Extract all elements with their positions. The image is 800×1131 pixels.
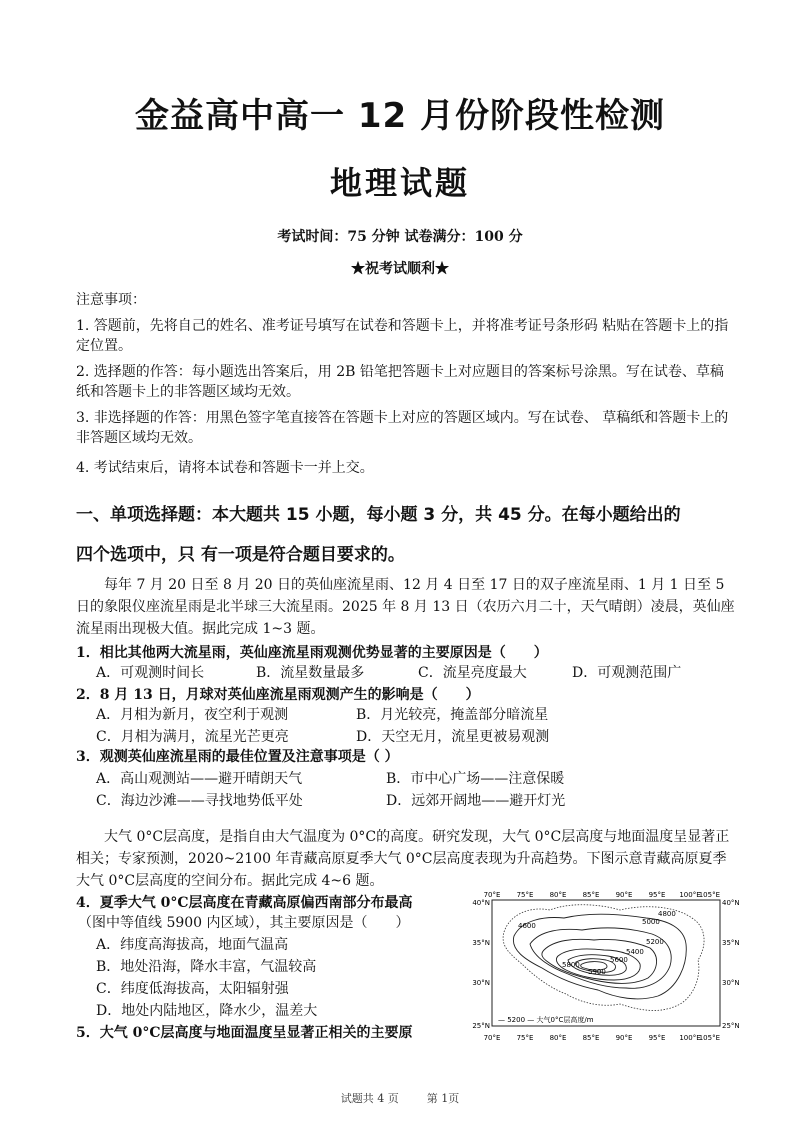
q3-option-a: A．高山观测站——避开晴朗天气 xyxy=(96,771,303,787)
q4-option-d: D．地处内陆地区，降水少，温差大 xyxy=(96,1003,318,1019)
section-heading-line1: 一、单项选择题：本大题共 15 小题，每小题 3 分，共 45 分。在每小题给出的 xyxy=(76,505,681,525)
right-tick-40: 40°N xyxy=(722,899,740,907)
contour-label-5000: 5000 xyxy=(642,918,660,926)
left-tick-25: 25°N xyxy=(472,1022,490,1030)
q3-option-d: D．远郊开阔地——避开灯光 xyxy=(386,793,566,809)
bottom-tick-100: 100°E xyxy=(679,1034,701,1042)
left-tick-30: 30°N xyxy=(472,979,490,987)
bottom-tick-85: 85°E xyxy=(582,1034,600,1042)
q1-option-d: D．可观测范围广 xyxy=(572,665,682,681)
q4-option-a: A．纬度高海拔高，地面气温高 xyxy=(96,937,289,953)
q1-option-a: A．可观测时间长 xyxy=(96,665,205,681)
top-tick-70: 70°E xyxy=(483,891,501,899)
q2-option-c: C．月相为满月，流星光芒更亮 xyxy=(96,729,289,745)
right-tick-30: 30°N xyxy=(722,979,740,987)
footer-page-number: 第 1页 xyxy=(426,1092,460,1105)
bottom-tick-90: 90°E xyxy=(615,1034,633,1042)
bottom-tick-70: 70°E xyxy=(483,1034,501,1042)
top-tick-90: 90°E xyxy=(615,891,633,899)
contour-label-5200: 5200 xyxy=(646,938,664,946)
note-item-1: 1. 答题前，先将自己的姓名、准考证号填写在试卷和答题卡上，并将准考证号条形码 粘贴在答题卡上的指定位置。 xyxy=(76,318,729,354)
q2-option-d: D．天空无月，流星更被易观测 xyxy=(356,729,550,745)
passage-meteor: 每年 7 月 20 日至 8 月 20 日的英仙座流星雨、12 月 4 日至 17 日的双子座流星雨、1 月 1 日至 5 日的象限仪座流星雨是北半球三大流星雨。2025 年 8 月 13 日（农历六月二十，天气晴朗）凌晨，英仙座流星雨出现极大值。据此完成 1~3 题。 xyxy=(76,577,735,637)
note-item-3: 3. 非选择题的作答：用黑色签字笔直接答在答题卡上对应的答题区域内。写在试卷、 草稿纸和答题卡上的非答题区域均无效。 xyxy=(76,410,729,446)
bottom-tick-105: 105°E xyxy=(698,1034,720,1042)
contour-label-5400: 5400 xyxy=(626,948,644,956)
question-4-stem-line1: 4．夏季大气 0°C层高度在青藏高原偏西南部分布最高 xyxy=(76,895,413,911)
q4-option-c: C．纬度低海拔高，太阳辐射强 xyxy=(96,981,289,997)
footer-total-pages: 试题共 4 页 xyxy=(340,1092,399,1105)
contour-label-5800: 5800 xyxy=(562,961,580,969)
question-1-stem: 1．相比其他两大流星雨，英仙座流星雨观测优势显著的主要原因是（ ） xyxy=(76,645,548,661)
top-tick-75: 75°E xyxy=(516,891,534,899)
subject-title: 地理试题 xyxy=(329,164,470,202)
contour-label-5900: 5900 xyxy=(588,968,606,976)
right-tick-35: 35°N xyxy=(722,939,740,947)
left-tick-40: 40°N xyxy=(472,899,490,907)
notes-heading: 注意事项： xyxy=(76,292,146,308)
q3-option-b: B．市中心广场——注意保暖 xyxy=(386,771,565,787)
top-tick-85: 85°E xyxy=(582,891,600,899)
section-heading-line2: 四个选项中，只 有一项是符合题目要求的。 xyxy=(76,545,405,565)
right-tick-25: 25°N xyxy=(722,1022,740,1030)
contour-label-4600: 4600 xyxy=(518,922,536,930)
top-tick-100: 100°E xyxy=(679,891,701,899)
q4-option-b: B．地处沿海，降水丰富，气温较高 xyxy=(96,959,317,975)
page-footer xyxy=(0,1090,800,1106)
q1-option-c: C．流星亮度最大 xyxy=(418,665,527,681)
question-4-stem-line2: （图中等值线 5900 内区域），其主要原因是（ ） xyxy=(78,915,410,931)
exam-info: 考试时间：75 分钟 试卷满分：100 分 xyxy=(277,229,523,245)
note-item-4: 4. 考试结束后，请将本试卷和答题卡一并上交。 xyxy=(76,460,374,476)
top-tick-105: 105°E xyxy=(698,891,720,899)
contour-label-4800: 4800 xyxy=(658,910,676,918)
bottom-tick-80: 80°E xyxy=(549,1034,567,1042)
q3-option-c: C．海边沙滩——寻找地势低平处 xyxy=(96,793,303,809)
bottom-tick-75: 75°E xyxy=(516,1034,534,1042)
map-frame xyxy=(492,900,720,1026)
question-3-stem: 3．观测英仙座流星雨的最佳位置及注意事项是（ ） xyxy=(76,749,399,765)
top-tick-80: 80°E xyxy=(549,891,567,899)
q2-option-a: A．月相为新月，夜空利于观测 xyxy=(96,707,289,723)
exam-wish: ★祝考试顺利★ xyxy=(351,261,449,277)
q1-option-b: B．流星数量最多 xyxy=(256,665,365,681)
map-legend: — 5200 — 大气0°C层高度/m xyxy=(498,1016,594,1024)
note-item-2: 2. 选择题的作答：每小题选出答案后，用 2B 铅笔把答题卡上对应题目的答案标号涂黑。写在试卷、草稿纸和答题卡上的非答题区域均无效。 xyxy=(76,364,724,400)
top-tick-95: 95°E xyxy=(648,891,666,899)
question-5-stem: 5．大气 0°C层高度与地面温度呈显著正相关的主要原 xyxy=(76,1025,413,1041)
exam-title: 金益高中高一 12 月份阶段性检测 xyxy=(135,96,665,136)
question-2-stem: 2．8 月 13 日，月球对英仙座流星雨观测产生的影响是（ ） xyxy=(76,687,480,703)
q2-option-b: B．月光较亮，掩盖部分暗流星 xyxy=(356,707,549,723)
freezing-level-map xyxy=(470,888,740,1046)
contour-label-5600: 5600 xyxy=(610,956,628,964)
bottom-tick-95: 95°E xyxy=(648,1034,666,1042)
left-tick-35: 35°N xyxy=(472,939,490,947)
passage-freezing-level: 大气 0°C层高度，是指自由大气温度为 0°C的高度。研究发现，大气 0°C层高度与地面温度呈显著正相关；专家预测，2020~2100 年青藏高原夏季大气 0°C层高度表现为升高趋势。下图示意青藏高原夏季大气 0°C层高度的空间分布。据此完成 4~6 题。 xyxy=(76,829,730,889)
